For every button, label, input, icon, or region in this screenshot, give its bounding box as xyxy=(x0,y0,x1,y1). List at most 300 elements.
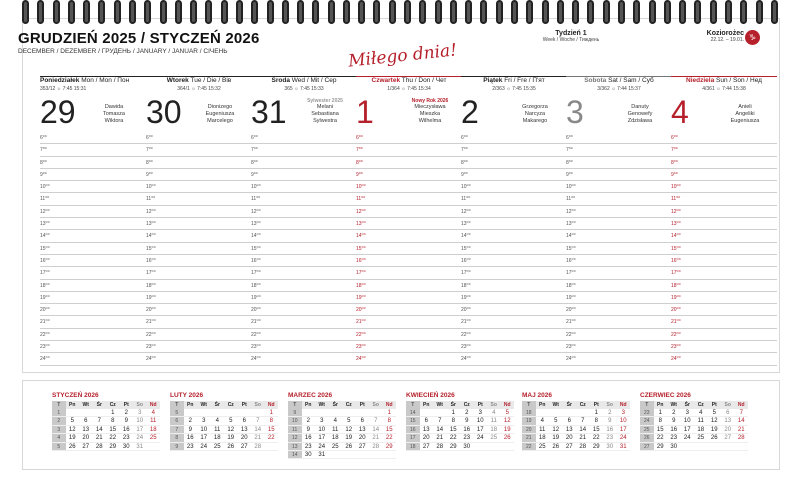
hour-slot[interactable] xyxy=(40,157,146,169)
mini-day-cell[interactable]: 5 xyxy=(229,418,233,425)
mini-day-cell[interactable]: 26 xyxy=(503,435,511,442)
mini-day-cell[interactable]: 24 xyxy=(136,435,144,442)
day-column[interactable] xyxy=(146,76,252,366)
mini-day-cell[interactable]: 9 xyxy=(306,426,310,433)
mini-day-cell[interactable] xyxy=(238,409,252,416)
hour-slot[interactable] xyxy=(566,193,672,205)
mini-day-cell[interactable]: 17 xyxy=(136,426,144,433)
mini-day-cell[interactable]: 7 xyxy=(374,418,378,425)
mini-day-cell[interactable]: 27 xyxy=(358,443,366,450)
hour-slot[interactable] xyxy=(251,193,357,205)
mini-day-cell[interactable] xyxy=(66,409,80,416)
mini-day-cell[interactable]: 26 xyxy=(345,443,353,450)
mini-day-cell[interactable]: 18 xyxy=(406,443,420,450)
mini-day-cell[interactable] xyxy=(383,451,397,458)
mini-day-cell[interactable]: 4 xyxy=(699,410,703,416)
mini-day-cell[interactable]: 11 xyxy=(288,426,302,433)
hour-slot[interactable] xyxy=(40,280,146,292)
mini-day-cell[interactable]: 19 xyxy=(522,417,536,424)
hour-slot[interactable] xyxy=(461,316,567,328)
hour-slot[interactable] xyxy=(566,304,672,316)
mini-day-cell[interactable]: 17 xyxy=(683,426,691,433)
mini-day-cell[interactable]: 22 xyxy=(522,443,536,450)
hour-slot[interactable] xyxy=(461,243,567,255)
hour-slot[interactable] xyxy=(566,157,672,169)
day-column[interactable] xyxy=(461,76,567,366)
hour-slot[interactable] xyxy=(356,169,462,181)
mini-day-cell[interactable]: 27 xyxy=(82,443,90,450)
mini-day-cell[interactable]: 31 xyxy=(619,443,627,450)
hour-slot[interactable] xyxy=(356,157,462,169)
hour-slot[interactable] xyxy=(40,255,146,267)
hour-slot[interactable] xyxy=(566,169,672,181)
mini-day-cell[interactable]: 5 xyxy=(52,443,66,450)
mini-day-cell[interactable]: 9 xyxy=(288,409,302,416)
hour-slot[interactable] xyxy=(146,157,252,169)
hour-slot[interactable] xyxy=(251,181,357,193)
mini-day-cell[interactable]: 6 xyxy=(424,418,428,425)
hour-slot[interactable] xyxy=(251,316,357,328)
mini-day-cell[interactable]: 16 xyxy=(304,435,312,442)
mini-day-cell[interactable]: 29 xyxy=(385,443,393,450)
mini-day-cell[interactable]: 20 xyxy=(565,435,573,442)
mini-day-cell[interactable]: 11 xyxy=(490,418,497,425)
mini-day-cell[interactable]: 15 xyxy=(406,417,420,424)
hour-slot[interactable] xyxy=(461,255,567,267)
mini-day-cell[interactable]: 1 xyxy=(451,410,455,416)
mini-day-cell[interactable]: 12 xyxy=(503,418,511,425)
hour-slot[interactable] xyxy=(146,280,252,292)
hour-slot[interactable] xyxy=(461,329,567,341)
hour-slot[interactable] xyxy=(251,230,357,242)
mini-day-cell[interactable]: 15 xyxy=(656,426,664,433)
mini-day-cell[interactable]: 27 xyxy=(240,443,248,450)
hour-slot[interactable] xyxy=(671,218,777,230)
hour-slot[interactable] xyxy=(251,243,357,255)
hour-slot[interactable] xyxy=(146,341,252,353)
mini-day-cell[interactable]: 6 xyxy=(567,418,571,425)
mini-day-cell[interactable]: 22 xyxy=(109,435,117,442)
hour-slot[interactable] xyxy=(146,304,252,316)
mini-day-cell[interactable]: 15 xyxy=(267,426,275,433)
mini-day-cell[interactable]: 31 xyxy=(136,443,144,450)
mini-day-cell[interactable]: 25 xyxy=(213,443,221,450)
mini-day-cell[interactable] xyxy=(356,409,370,416)
mini-day-cell[interactable]: 12 xyxy=(68,426,76,433)
hour-slot[interactable] xyxy=(40,181,146,193)
hour-slot[interactable] xyxy=(251,169,357,181)
hour-slot[interactable] xyxy=(566,353,672,365)
hour-slot[interactable] xyxy=(671,157,777,169)
mini-day-cell[interactable]: 7 xyxy=(97,418,101,425)
hour-slot[interactable] xyxy=(251,218,357,230)
hour-slot[interactable] xyxy=(566,316,672,328)
hour-slot[interactable] xyxy=(251,132,357,144)
mini-day-cell[interactable] xyxy=(356,451,370,458)
mini-day-cell[interactable]: 22 xyxy=(267,435,275,442)
mini-day-cell[interactable]: 7 xyxy=(170,426,184,433)
hour-slot[interactable] xyxy=(566,181,672,193)
hour-slot[interactable] xyxy=(146,243,252,255)
mini-day-cell[interactable]: 18 xyxy=(213,435,221,442)
mini-day-cell[interactable]: 26 xyxy=(710,435,718,442)
hour-slot[interactable] xyxy=(251,206,357,218)
hour-slot[interactable] xyxy=(671,292,777,304)
mini-day-cell[interactable]: 2 xyxy=(52,417,66,424)
hour-slot[interactable] xyxy=(461,218,567,230)
mini-day-cell[interactable] xyxy=(224,409,238,416)
mini-day-cell[interactable]: 15 xyxy=(385,426,393,433)
hour-slot[interactable] xyxy=(356,329,462,341)
mini-day-cell[interactable]: 18 xyxy=(538,435,546,442)
mini-day-cell[interactable]: 5 xyxy=(505,410,509,416)
mini-day-cell[interactable]: 16 xyxy=(122,426,130,433)
mini-day-cell[interactable]: 13 xyxy=(288,443,302,450)
hour-slot[interactable] xyxy=(566,144,672,156)
mini-day-cell[interactable]: 1 xyxy=(658,410,662,416)
mini-day-cell[interactable] xyxy=(302,409,316,416)
mini-day-cell[interactable]: 8 xyxy=(451,418,455,425)
hour-slot[interactable] xyxy=(40,193,146,205)
mini-day-cell[interactable]: 8 xyxy=(387,418,391,425)
mini-day-cell[interactable] xyxy=(251,409,265,416)
hour-slot[interactable] xyxy=(671,181,777,193)
hour-slot[interactable] xyxy=(146,144,252,156)
mini-day-cell[interactable]: 1 xyxy=(387,410,391,416)
mini-day-cell[interactable]: 20 xyxy=(422,435,430,442)
mini-day-cell[interactable]: 16 xyxy=(670,426,678,433)
mini-day-cell[interactable]: 22 xyxy=(656,435,664,442)
hour-slot[interactable] xyxy=(146,292,252,304)
hour-slot[interactable] xyxy=(461,267,567,279)
mini-day-cell[interactable]: 5 xyxy=(170,409,184,416)
mini-day-cell[interactable]: 23 xyxy=(186,443,194,450)
mini-day-cell[interactable]: 13 xyxy=(240,426,248,433)
hour-slot[interactable] xyxy=(146,316,252,328)
hour-slot[interactable] xyxy=(356,144,462,156)
mini-day-cell[interactable]: 11 xyxy=(332,426,339,433)
hour-slot[interactable] xyxy=(461,206,567,218)
mini-day-cell[interactable]: 12 xyxy=(710,418,718,425)
mini-day-cell[interactable]: 27 xyxy=(640,443,654,450)
hour-slot[interactable] xyxy=(671,316,777,328)
mini-day-cell[interactable]: 2 xyxy=(124,410,128,416)
mini-day-cell[interactable] xyxy=(184,409,198,416)
mini-day-cell[interactable]: 16 xyxy=(463,426,471,433)
hour-slot[interactable] xyxy=(671,341,777,353)
day-column[interactable] xyxy=(356,76,462,366)
day-column[interactable] xyxy=(671,76,777,366)
mini-day-cell[interactable]: 29 xyxy=(592,443,600,450)
mini-day-cell[interactable] xyxy=(487,443,501,450)
mini-day-cell[interactable]: 21 xyxy=(737,426,745,433)
mini-day-cell[interactable] xyxy=(708,443,722,450)
mini-day-cell[interactable]: 15 xyxy=(109,426,117,433)
mini-day-cell[interactable]: 1 xyxy=(594,410,598,416)
mini-day-cell[interactable]: 10 xyxy=(683,418,691,425)
mini-day-cell[interactable]: 10 xyxy=(200,426,208,433)
mini-day-cell[interactable]: 9 xyxy=(170,443,184,450)
mini-day-cell[interactable]: 7 xyxy=(438,418,442,425)
hour-slot[interactable] xyxy=(566,292,672,304)
hour-slot[interactable] xyxy=(461,169,567,181)
hour-slot[interactable] xyxy=(461,132,567,144)
hour-slot[interactable] xyxy=(566,341,672,353)
hour-slot[interactable] xyxy=(461,193,567,205)
mini-day-cell[interactable]: 24 xyxy=(683,435,691,442)
mini-day-cell[interactable] xyxy=(536,409,550,416)
mini-day-cell[interactable]: 17 xyxy=(318,435,326,442)
mini-day-cell[interactable]: 19 xyxy=(710,426,718,433)
mini-day-cell[interactable]: 16 xyxy=(186,435,194,442)
hour-slot[interactable] xyxy=(356,316,462,328)
mini-day-cell[interactable]: 20 xyxy=(724,426,732,433)
mini-day-cell[interactable]: 26 xyxy=(552,443,560,450)
hour-slot[interactable] xyxy=(146,230,252,242)
mini-day-cell[interactable]: 31 xyxy=(318,451,326,458)
mini-day-cell[interactable]: 21 xyxy=(95,435,103,442)
hour-slot[interactable] xyxy=(251,267,357,279)
mini-day-cell[interactable]: 29 xyxy=(449,443,457,450)
hour-slot[interactable] xyxy=(356,280,462,292)
mini-day-cell[interactable]: 14 xyxy=(288,451,302,458)
hour-slot[interactable] xyxy=(40,353,146,365)
hour-slot[interactable] xyxy=(146,329,252,341)
mini-day-cell[interactable]: 10 xyxy=(619,418,627,425)
mini-day-cell[interactable]: 11 xyxy=(214,426,221,433)
mini-day-cell[interactable]: 22 xyxy=(449,435,457,442)
hour-slot[interactable] xyxy=(356,353,462,365)
hour-slot[interactable] xyxy=(40,243,146,255)
mini-day-cell[interactable] xyxy=(474,443,488,450)
mini-day-cell[interactable]: 25 xyxy=(640,426,654,433)
mini-day-cell[interactable]: 18 xyxy=(697,426,705,433)
mini-day-cell[interactable]: 13 xyxy=(358,426,366,433)
mini-day-cell[interactable]: 2 xyxy=(188,418,192,425)
mini-day-cell[interactable]: 14 xyxy=(579,426,587,433)
mini-day-cell[interactable]: 28 xyxy=(737,435,745,442)
hour-slot[interactable] xyxy=(671,193,777,205)
mini-day-cell[interactable]: 1 xyxy=(269,410,273,416)
mini-day-cell[interactable]: 14 xyxy=(372,426,380,433)
hour-slot[interactable] xyxy=(566,218,672,230)
mini-day-cell[interactable]: 18 xyxy=(149,426,157,433)
mini-day-cell[interactable]: 18 xyxy=(522,409,536,416)
mini-day-cell[interactable]: 28 xyxy=(579,443,587,450)
mini-day-cell[interactable]: 30 xyxy=(670,443,678,450)
mini-day-cell[interactable] xyxy=(265,443,279,450)
hour-slot[interactable] xyxy=(40,169,146,181)
hour-slot[interactable] xyxy=(251,255,357,267)
mini-day-cell[interactable]: 14 xyxy=(254,426,262,433)
mini-day-cell[interactable]: 14 xyxy=(95,426,103,433)
mini-day-cell[interactable]: 21 xyxy=(579,435,587,442)
hour-slot[interactable] xyxy=(356,193,462,205)
mini-day-cell[interactable]: 13 xyxy=(422,426,430,433)
mini-day-cell[interactable]: 14 xyxy=(436,426,444,433)
mini-day-cell[interactable] xyxy=(197,409,211,416)
mini-day-cell[interactable] xyxy=(694,443,708,450)
mini-day-cell[interactable]: 28 xyxy=(372,443,380,450)
mini-day-cell[interactable]: 27 xyxy=(724,435,732,442)
hour-slot[interactable] xyxy=(461,292,567,304)
mini-day-cell[interactable]: 5 xyxy=(347,418,351,425)
hour-slot[interactable] xyxy=(146,132,252,144)
mini-day-cell[interactable]: 19 xyxy=(503,426,511,433)
hour-slot[interactable] xyxy=(251,353,357,365)
mini-day-cell[interactable]: 24 xyxy=(640,417,654,424)
hour-slot[interactable] xyxy=(566,132,672,144)
hour-slot[interactable] xyxy=(671,230,777,242)
hour-slot[interactable] xyxy=(40,304,146,316)
mini-day-cell[interactable]: 8 xyxy=(594,418,598,425)
mini-day-cell[interactable]: 19 xyxy=(345,435,353,442)
hour-slot[interactable] xyxy=(671,353,777,365)
mini-day-cell[interactable]: 4 xyxy=(540,418,544,425)
hour-slot[interactable] xyxy=(461,304,567,316)
mini-day-cell[interactable]: 28 xyxy=(436,443,444,450)
hour-slot[interactable] xyxy=(40,329,146,341)
mini-day-cell[interactable] xyxy=(342,409,356,416)
mini-day-cell[interactable] xyxy=(79,409,93,416)
mini-day-cell[interactable]: 26 xyxy=(640,434,654,441)
mini-day-cell[interactable]: 2 xyxy=(306,418,310,425)
mini-day-cell[interactable]: 22 xyxy=(592,435,600,442)
hour-slot[interactable] xyxy=(146,255,252,267)
mini-day-cell[interactable]: 10 xyxy=(288,417,302,424)
hour-slot[interactable] xyxy=(146,169,252,181)
hour-slot[interactable] xyxy=(566,267,672,279)
mini-day-cell[interactable]: 8 xyxy=(111,418,115,425)
hour-slot[interactable] xyxy=(356,206,462,218)
mini-day-cell[interactable]: 23 xyxy=(670,435,678,442)
mini-day-cell[interactable]: 12 xyxy=(552,426,560,433)
hour-slot[interactable] xyxy=(356,267,462,279)
mini-day-cell[interactable]: 4 xyxy=(333,418,337,425)
mini-day-cell[interactable]: 19 xyxy=(227,435,235,442)
mini-day-cell[interactable]: 6 xyxy=(726,410,730,416)
mini-day-cell[interactable]: 24 xyxy=(318,443,326,450)
hour-slot[interactable] xyxy=(461,230,567,242)
mini-day-cell[interactable] xyxy=(147,443,161,450)
mini-day-cell[interactable]: 4 xyxy=(52,434,66,441)
mini-day-cell[interactable]: 25 xyxy=(490,435,498,442)
mini-day-cell[interactable] xyxy=(329,451,343,458)
mini-day-cell[interactable] xyxy=(576,409,590,416)
hour-slot[interactable] xyxy=(356,132,462,144)
mini-day-cell[interactable]: 18 xyxy=(331,435,339,442)
hour-slot[interactable] xyxy=(671,206,777,218)
hour-slot[interactable] xyxy=(356,255,462,267)
mini-day-cell[interactable]: 23 xyxy=(122,435,130,442)
mini-day-cell[interactable] xyxy=(342,451,356,458)
mini-day-cell[interactable] xyxy=(420,409,434,416)
mini-day-cell[interactable]: 2 xyxy=(672,410,676,416)
mini-day-cell[interactable]: 12 xyxy=(345,426,353,433)
hour-slot[interactable] xyxy=(40,292,146,304)
mini-day-cell[interactable]: 19 xyxy=(68,435,76,442)
hour-slot[interactable] xyxy=(356,218,462,230)
mini-day-cell[interactable]: 30 xyxy=(463,443,471,450)
hour-slot[interactable] xyxy=(671,144,777,156)
mini-day-cell[interactable]: 14 xyxy=(737,418,745,425)
mini-day-cell[interactable]: 8 xyxy=(658,418,662,425)
mini-day-cell[interactable]: 5 xyxy=(712,410,716,416)
mini-day-cell[interactable] xyxy=(329,409,343,416)
hour-slot[interactable] xyxy=(251,304,357,316)
hour-slot[interactable] xyxy=(566,243,672,255)
hour-slot[interactable] xyxy=(566,329,672,341)
mini-day-cell[interactable]: 1 xyxy=(111,410,115,416)
hour-slot[interactable] xyxy=(356,304,462,316)
mini-day-cell[interactable]: 25 xyxy=(331,443,339,450)
hour-slot[interactable] xyxy=(146,206,252,218)
mini-day-cell[interactable]: 10 xyxy=(136,418,144,425)
mini-day-cell[interactable]: 21 xyxy=(254,435,262,442)
mini-day-cell[interactable]: 17 xyxy=(619,426,627,433)
hour-slot[interactable] xyxy=(671,304,777,316)
mini-day-cell[interactable]: 20 xyxy=(240,435,248,442)
hour-slot[interactable] xyxy=(40,144,146,156)
hour-slot[interactable] xyxy=(671,132,777,144)
mini-day-cell[interactable]: 18 xyxy=(490,426,498,433)
hour-slot[interactable] xyxy=(461,157,567,169)
hour-slot[interactable] xyxy=(356,243,462,255)
mini-day-cell[interactable]: 3 xyxy=(202,418,206,425)
mini-day-cell[interactable]: 11 xyxy=(539,426,546,433)
hour-slot[interactable] xyxy=(461,280,567,292)
mini-day-cell[interactable] xyxy=(735,443,749,450)
mini-day-cell[interactable]: 9 xyxy=(608,418,612,425)
mini-day-cell[interactable]: 19 xyxy=(552,435,560,442)
mini-day-cell[interactable]: 28 xyxy=(254,443,262,450)
mini-day-cell[interactable]: 16 xyxy=(406,426,420,433)
mini-day-cell[interactable]: 9 xyxy=(124,418,128,425)
mini-day-cell[interactable]: 29 xyxy=(656,443,664,450)
hour-slot[interactable] xyxy=(251,341,357,353)
mini-day-cell[interactable]: 15 xyxy=(592,426,600,433)
hour-slot[interactable] xyxy=(566,255,672,267)
hour-slot[interactable] xyxy=(461,181,567,193)
mini-day-cell[interactable]: 6 xyxy=(170,417,184,424)
mini-day-cell[interactable]: 7 xyxy=(739,410,743,416)
mini-day-cell[interactable]: 1 xyxy=(52,409,66,416)
mini-day-cell[interactable]: 8 xyxy=(170,434,184,441)
hour-slot[interactable] xyxy=(146,181,252,193)
mini-day-cell[interactable]: 4 xyxy=(151,410,155,416)
hour-slot[interactable] xyxy=(566,230,672,242)
mini-day-cell[interactable]: 17 xyxy=(200,435,208,442)
mini-day-cell[interactable]: 26 xyxy=(227,443,235,450)
hour-slot[interactable] xyxy=(146,193,252,205)
hour-slot[interactable] xyxy=(251,292,357,304)
mini-day-cell[interactable]: 6 xyxy=(242,418,246,425)
hour-slot[interactable] xyxy=(566,280,672,292)
hour-slot[interactable] xyxy=(461,353,567,365)
day-column[interactable] xyxy=(40,76,146,366)
hour-slot[interactable] xyxy=(40,267,146,279)
mini-day-cell[interactable]: 15 xyxy=(449,426,457,433)
mini-day-cell[interactable] xyxy=(211,409,225,416)
mini-day-cell[interactable]: 7 xyxy=(256,418,260,425)
mini-day-cell[interactable]: 11 xyxy=(150,418,157,425)
hour-slot[interactable] xyxy=(671,267,777,279)
hour-slot[interactable] xyxy=(671,329,777,341)
mini-day-cell[interactable]: 9 xyxy=(188,426,192,433)
hour-slot[interactable] xyxy=(251,144,357,156)
hour-slot[interactable] xyxy=(461,144,567,156)
mini-day-cell[interactable]: 2 xyxy=(608,410,612,416)
